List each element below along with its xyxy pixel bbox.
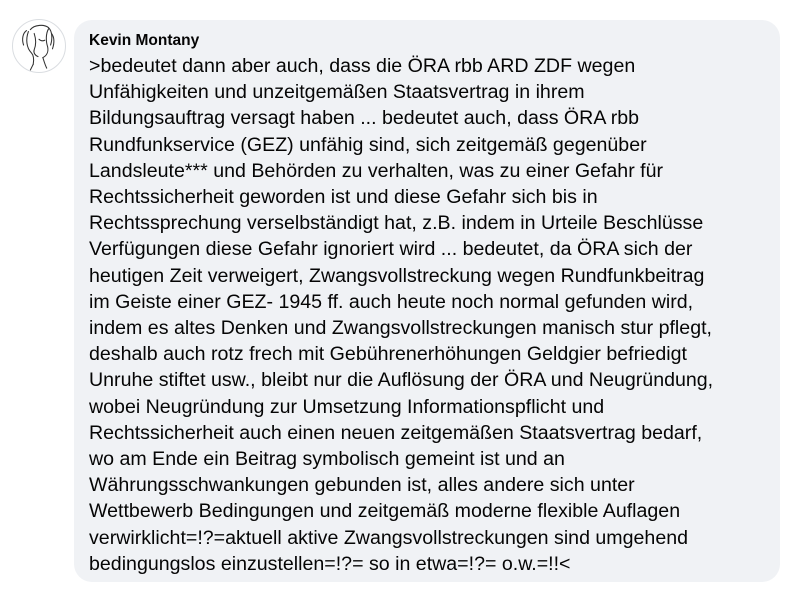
comment-text-line: verwirklicht=!?=aktuell aktive Zwangsvollstreckungen sind umgehend [89, 526, 689, 549]
comment-text-line: >bedeutet dann aber auch, dass die ÖRA rbb ARD ZDF wegen [89, 55, 636, 77]
comment-text-line: wo am Ende ein Beitrag symbolisch gemeint ist und an [89, 448, 565, 471]
comment-text-line: Landsleute*** und Behörden zu verhalten, was zu einer Gefahr für [89, 159, 664, 182]
sketch-portrait-icon [13, 20, 65, 72]
comment-text [89, 53, 766, 577]
comment-text-line: Rundfunkservice (GEZ) unfähig sind, sich zeitgemäß gegenüber [89, 133, 647, 156]
comment-text-line: wobei Neugründung zur Umsetzung Informationspflicht und [89, 395, 605, 418]
avatar[interactable] [12, 19, 66, 73]
comment-text-line: Wettbewerb Bedingungen und zeitgemäß moderne flexible Auflagen [89, 500, 681, 523]
comment-text-line: deshalb auch rotz frech mit Gebührenerhöhungen Geldgier befriedigt [89, 343, 687, 366]
comment-text-line: Rechtssicherheit auch einen neuen zeitgemäßen Staatsvertrag bedarf, [89, 421, 703, 444]
comment-text-line: Rechtssprechung verselbständigt hat, z.B. indem in Urteile Beschlüsse [89, 212, 704, 235]
comment-text-line: Bildungsauftrag versagt haben ... bedeutet auch, dass ÖRA rbb [89, 107, 640, 130]
comment-text-line: Unfähigkeiten und unzeitgemäßen Staatsvertrag in ihrem [89, 81, 585, 104]
comment-text-line: Unruhe stiftet usw., bleibt nur die Auflösung der ÖRA und Neugründung, [89, 369, 714, 392]
comment-text-line: Verfügungen diese Gefahr ignoriert wird ... bedeutet, da ÖRA sich der [89, 238, 693, 261]
comment-text-line: heutigen Zeit verweigert, Zwangsvollstreckung wegen Rundfunkbeitrag [89, 264, 705, 287]
comment-text-line: bedingungslos einzustellen=!?= so in etwa=!?= o.w.=!!< [89, 552, 571, 575]
comment-bubble [74, 20, 780, 582]
comment-text-line: im Geiste einer GEZ- 1945 ff. auch heute noch normal gefunden wird, [89, 290, 694, 313]
comment-text-line: indem es altes Denken und Zwangsvollstreckungen manisch stur pflegt, [89, 317, 712, 340]
comment-author-name[interactable]: Kevin Montany [89, 32, 200, 49]
comment-text-line: Währungsschwankungen gebunden ist, alles andere sich unter [89, 474, 635, 497]
comment-text-line: Rechtssicherheit geworden ist und diese Gefahr sich bis in [89, 186, 598, 209]
